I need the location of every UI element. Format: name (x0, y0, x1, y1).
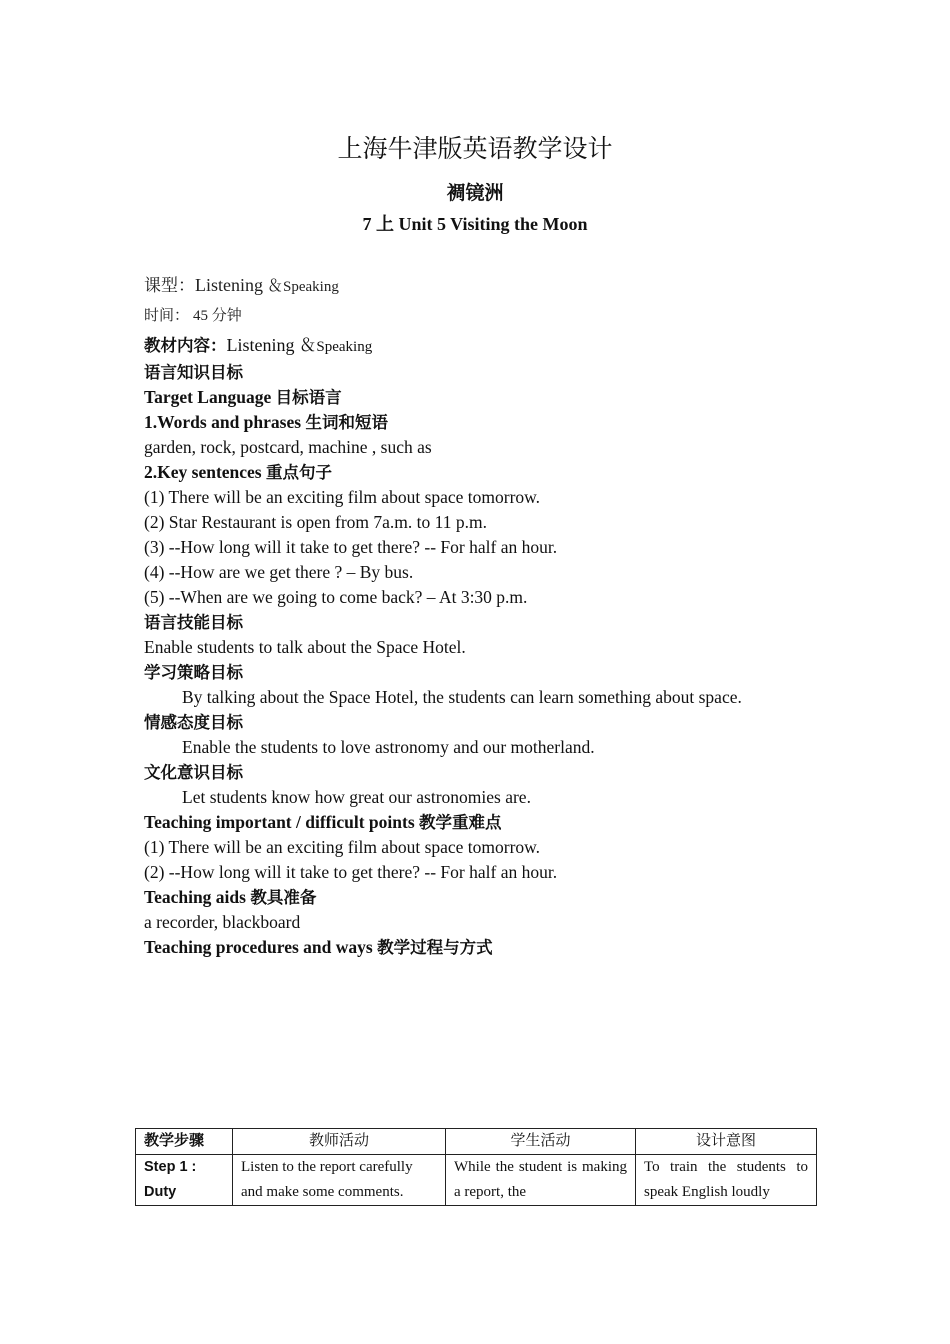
lesson-type-label: 课型： (144, 276, 195, 296)
key-sentences-heading (144, 460, 824, 485)
time-label: 时间： (144, 306, 190, 324)
key-en: 2.Key sentences (144, 462, 262, 482)
content-line (144, 330, 824, 360)
teaching-aids-text: a recorder, blackboard (144, 912, 301, 932)
words-cn: 生词和短语 (305, 413, 388, 432)
content-label: 教材内容： (144, 336, 227, 355)
skill-goal-text: Enable students to talk about the Space Hotel. (144, 637, 466, 657)
key-points-heading (144, 810, 824, 835)
key-sentence: (5) --When are we going to come back? – At 3:30 p.m. (144, 587, 528, 607)
language-knowledge-heading: 语言知识目标 (144, 363, 243, 382)
column-header-intent: 设计意图 (636, 1129, 817, 1155)
column-header-student: 学生活动 (446, 1129, 636, 1155)
column-header-step: 教学步骤 (136, 1129, 233, 1155)
emotion-goal-text: Enable the students to love astronomy and our motherland. (182, 737, 595, 757)
emotion-goal-heading: 情感态度目标 (144, 713, 243, 732)
culture-goal-text: Let students know how great our astronomies are. (182, 787, 531, 807)
step-cell: Step 1 : Duty (136, 1155, 233, 1206)
target-language-cn: 目标语言 (275, 388, 342, 407)
content-value: Listening (226, 335, 295, 355)
words-heading (144, 410, 824, 435)
points-cn: 教学重难点 (419, 813, 502, 832)
content-amp: ＆ (298, 335, 317, 355)
page-title: 上海牛津版英语教学设计 (337, 134, 613, 163)
procedures-en: Teaching procedures and ways (144, 937, 373, 957)
procedures-cn: 教学过程与方式 (377, 938, 493, 957)
procedures-heading (144, 935, 824, 960)
key-sentence: (3) --How long will it take to get there? -- For half an hour. (144, 537, 558, 557)
content-value2: Speaking (316, 339, 373, 355)
key-sentence: (4) --How are we get there ? – By bus. (144, 562, 414, 582)
lesson-type-value: Listening (195, 275, 263, 295)
lesson-type-line (144, 270, 824, 300)
aids-cn: 教具准备 (250, 888, 317, 907)
target-language-heading (144, 385, 824, 410)
key-sentence: (2) Star Restaurant is open from 7a.m. to 11 p.m. (144, 512, 487, 532)
lesson-type-value2: Speaking (283, 279, 339, 295)
column-header-teacher: 教师活动 (233, 1129, 446, 1155)
culture-goal-heading: 文化意识目标 (144, 763, 243, 782)
teaching-aids-heading (144, 885, 824, 910)
key-cn: 重点句子 (266, 463, 332, 482)
teacher-activity-cell: Listen to the report carefully and make some comments. (233, 1155, 446, 1206)
strategy-goal-heading: 学习策略目标 (144, 663, 243, 682)
words-list: garden, rock, postcard, machine , such as (144, 437, 432, 457)
words-en: 1.Words and phrases (144, 412, 302, 432)
unit-title: 7 上 Unit 5 Visiting the Moon (362, 214, 588, 234)
design-intent-cell: To train the students to speak English loudly (636, 1155, 817, 1206)
document-body (144, 270, 824, 960)
key-point: (2) --How long will it take to get there? -- For half an hour. (144, 862, 558, 882)
skill-goal-heading: 语言技能目标 (144, 613, 243, 632)
aids-en: Teaching aids (144, 887, 246, 907)
target-language-en: Target Language (144, 387, 272, 407)
procedures-table (135, 1128, 817, 1206)
table-header-row (136, 1129, 817, 1155)
author-name: 裯镜洲 (446, 182, 504, 204)
strategy-goal-text: By talking about the Space Hotel, the students can learn something about space. (182, 687, 742, 707)
time-line (144, 300, 824, 330)
key-point: (1) There will be an exciting film about space tomorrow. (144, 837, 541, 857)
points-en: Teaching important / difficult points (144, 812, 415, 832)
time-value: 45 分钟 (193, 308, 242, 324)
table-row (136, 1155, 817, 1206)
student-activity-cell: While the student is making a report, the (446, 1155, 636, 1206)
lesson-type-amp: ＆ (267, 278, 284, 295)
key-sentence: (1) There will be an exciting film about space tomorrow. (144, 487, 541, 507)
